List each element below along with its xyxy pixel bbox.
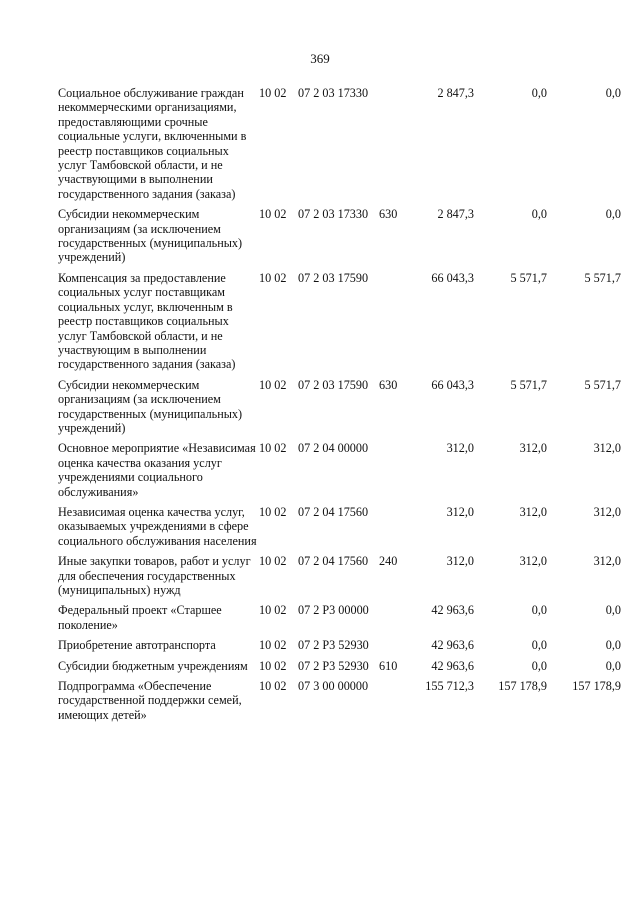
expense-type-code: 610 [379,658,398,673]
expense-type-code: 240 [379,554,398,569]
row-name: Подпрограмма «Обеспечение государственной поддержки семей, имеющих детей» [58,679,242,722]
section-code: 10 02 [259,679,287,694]
table-row [0,441,640,499]
amount-year-3: 5 571,7 [584,270,621,285]
table-row [0,378,640,436]
amount-year-1: 42 963,6 [431,638,474,653]
row-name: Субсидии некоммерческим организациям (за исключением государственных (муниципальных) учреждений) [58,377,243,435]
row-name: Приобретение автотранспорта [58,638,216,653]
amount-year-3: 312,0 [593,504,621,519]
amount-year-1: 42 963,6 [431,658,474,673]
amount-year-2: 0,0 [531,638,547,653]
section-code: 10 02 [259,86,287,100]
section-code: 10 02 [259,554,287,569]
target-article-code: 07 2 03 17330 [298,86,369,100]
target-article-code: 07 2 03 17590 [298,270,369,285]
target-article-code: 07 2 03 17590 [298,377,369,392]
table-row [0,86,640,201]
target-article-code: 07 2 P3 52930 [298,638,369,653]
amount-year-1: 155 712,3 [425,679,474,694]
table-row [0,207,640,265]
amount-year-3: 5 571,7 [584,377,621,392]
row-name: Федеральный проект «Старшее поколение» [58,603,222,632]
section-code: 10 02 [259,504,287,519]
row-name: Социальное обслуживание граждан некоммерческими организациями, предоставляющими срочные социальные услуги, включенными в реестр поставщиков социальных услуг Тамбовской области, и не участвующими в выполнении государственного задания (заказа) [58,86,247,201]
section-code: 10 02 [259,658,287,673]
amount-year-2: 0,0 [531,207,547,222]
section-code: 10 02 [259,207,287,222]
amount-year-2: 0,0 [531,86,547,100]
table-row [0,603,640,632]
table-row [0,505,640,548]
amount-year-2: 312,0 [519,441,547,456]
section-code: 10 02 [259,377,287,392]
amount-year-3: 157 178,9 [572,679,621,694]
amount-year-2: 0,0 [531,658,547,673]
row-name: Субсидии бюджетным учреждениям [58,658,248,673]
table-row [0,679,640,722]
amount-year-2: 312,0 [519,504,547,519]
expense-type-code: 630 [379,207,398,222]
budget-table [0,86,640,722]
amount-year-2: 0,0 [531,603,547,618]
amount-year-1: 42 963,6 [431,603,474,618]
amount-year-2: 157 178,9 [498,679,547,694]
amount-year-1: 2 847,3 [437,86,474,100]
amount-year-1: 312,0 [446,554,474,569]
table-row [0,554,640,597]
section-code: 10 02 [259,603,287,618]
amount-year-3: 312,0 [593,554,621,569]
row-name: Независимая оценка качества услуг, оказываемых учреждениями в сфере социального обслуживания населения [58,504,257,548]
table-row [0,271,640,372]
amount-year-2: 5 571,7 [510,377,547,392]
target-article-code: 07 2 P3 52930 [298,658,369,673]
row-name: Иные закупки товаров, работ и услуг для обеспечения государственных (муниципальных) нужд [58,554,251,597]
target-article-code: 07 2 04 17560 [298,504,369,519]
target-article-code: 07 2 04 00000 [298,441,369,456]
target-article-code: 07 2 P3 00000 [298,603,369,618]
section-code: 10 02 [259,441,287,456]
amount-year-1: 312,0 [446,504,474,519]
row-name: Основное мероприятие «Независимая оценка качества оказания услуг учреждениями социального обслуживания» [58,441,256,499]
table-row [0,638,640,652]
amount-year-3: 312,0 [593,441,621,456]
section-code: 10 02 [259,270,287,285]
section-code: 10 02 [259,638,287,653]
amount-year-1: 66 043,3 [431,377,474,392]
amount-year-3: 0,0 [605,603,621,618]
amount-year-1: 312,0 [446,441,474,456]
row-name: Субсидии некоммерческим организациям (за исключением государственных (муниципальных) учреждений) [58,207,243,265]
target-article-code: 07 3 00 00000 [298,679,369,694]
row-name: Компенсация за предоставление социальных услуг поставщикам социальных услуг, включенным в реестр поставщиков социальных услуг Тамбовской области, и не участвующим в выполнении государственного задания (заказа) [58,270,236,372]
amount-year-1: 66 043,3 [431,270,474,285]
target-article-code: 07 2 04 17560 [298,554,369,569]
amount-year-3: 0,0 [605,86,621,100]
amount-year-3: 0,0 [605,638,621,653]
amount-year-2: 5 571,7 [510,270,547,285]
expense-type-code: 630 [379,377,398,392]
amount-year-1: 2 847,3 [437,207,474,222]
amount-year-2: 312,0 [519,554,547,569]
table-row [0,659,640,673]
amount-year-3: 0,0 [605,658,621,673]
target-article-code: 07 2 03 17330 [298,207,369,222]
page-number: 369 [310,51,330,66]
amount-year-3: 0,0 [605,207,621,222]
